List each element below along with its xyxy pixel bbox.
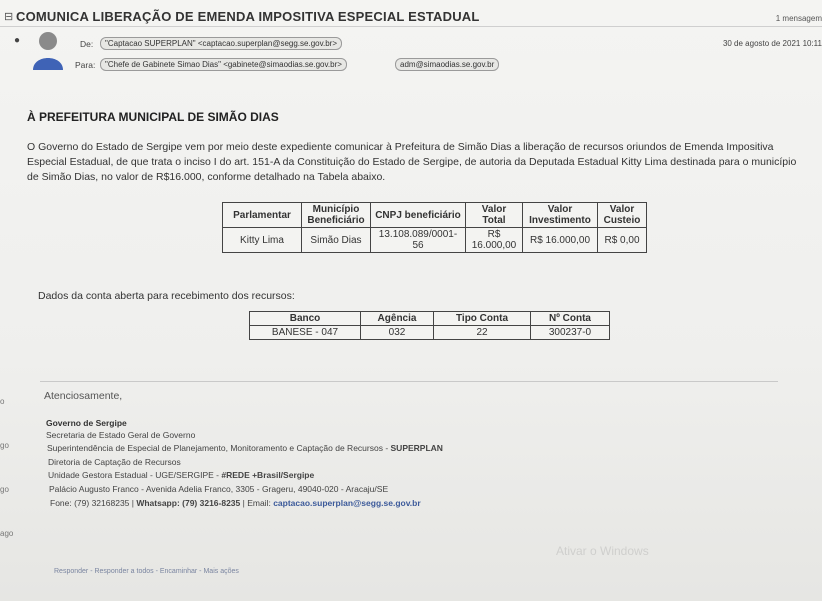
signature-text: Unidade Gestora Estadual - UGE/SERGIPE -	[48, 470, 222, 480]
table-cell: BANESE - 047	[250, 326, 361, 340]
table-header: Agência	[361, 312, 434, 326]
table-header: Tipo Conta	[434, 312, 531, 326]
email-date: 30 de agosto de 2021 10:11	[722, 39, 822, 48]
signature-line	[50, 498, 421, 508]
signature-org: Governo de Sergipe	[46, 418, 127, 428]
table-cell: Simão Dias	[302, 228, 371, 253]
reply-all-link[interactable]: Responder a todos	[94, 568, 154, 575]
signature-text: SUPERPLAN	[390, 443, 443, 453]
closing: Atenciosamente,	[44, 390, 123, 402]
signature-line	[47, 443, 443, 453]
left-gutter	[0, 380, 18, 601]
message-count: 1 mensagem	[775, 14, 822, 23]
signature-line	[48, 470, 314, 480]
signature-text: Whatsapp: (79) 3216-8235	[136, 498, 241, 508]
table-header: CNPJ beneficiário	[371, 203, 466, 228]
forward-link[interactable]: Encaminhar	[159, 568, 198, 575]
signature-text: Fone: (79) 32168235 |	[50, 498, 137, 508]
to-label: Para:	[75, 60, 96, 70]
gutter-text: ago	[0, 529, 14, 538]
table-header: Banco	[250, 312, 361, 326]
table-cell: 13.108.089/0001-56	[371, 228, 466, 253]
table-header: Parlamentar	[223, 203, 302, 228]
account-table	[249, 311, 610, 340]
table-cell: 300237-0	[531, 326, 610, 340]
signature-divider	[40, 381, 778, 382]
gutter-text: o	[0, 397, 5, 406]
signature-line: Palácio Augusto Franco - Avenida Adelia Franco, 3305 - Grageru, 49040-020 - Aracaju/SE	[49, 484, 389, 494]
footer-actions: Responder - Responder a todos - Encaminhar - Mais ações	[54, 568, 239, 575]
table-header: Valor Investimento	[523, 203, 598, 228]
table-cell: 032	[361, 326, 434, 340]
table-header: Valor Total	[466, 203, 523, 228]
email-link[interactable]: captacao.superplan@segg.se.gov.br	[273, 498, 421, 508]
table-cell: 22	[434, 326, 531, 340]
signature-text: | Email:	[240, 498, 274, 508]
gutter-text: go	[0, 441, 9, 450]
gutter-text: go	[0, 485, 9, 494]
table-header: Valor Custeio	[598, 203, 647, 228]
table-cell: R$ 16.000,00	[523, 228, 598, 253]
signature-line: Secretaria de Estado Geral de Governo	[46, 430, 196, 440]
reply-link[interactable]: Responder	[54, 568, 89, 575]
letter-paragraph: O Governo do Estado de Sergipe vem por meio deste expediente comunicar à Prefeitura de Simão Dias a liberação de recursos oriundos de Emenda Impositiva Especial Estadual, de que trata o inciso I do art. 151-A da Constituição do Estado de Sergipe, de autoria da Deputada Estadual Kitty Lima destinada para o município de Simão Dias, no valor de R$16.000, conforme detalhado na Tabela abaixo.	[27, 141, 797, 183]
table-row	[223, 228, 647, 253]
more-actions-link[interactable]: Mais ações	[203, 568, 239, 575]
signature-text: #REDE +Brasil/Sergipe	[221, 470, 315, 480]
table-cell: Kitty Lima	[223, 228, 302, 253]
windows-watermark: Ativar o Windows	[556, 544, 649, 558]
avatar	[30, 30, 66, 70]
signature-line: Diretoria de Captação de Recursos	[48, 457, 181, 467]
table-header: Município Beneficiário	[302, 203, 371, 228]
emenda-table	[222, 202, 647, 253]
recipient-chip[interactable]: adm@simaodias.se.gov.br	[395, 58, 499, 71]
table-cell: R$ 16.000,00	[466, 228, 523, 253]
email-subject: COMUNICA LIBERAÇÃO DE EMENDA IMPOSITIVA ESPECIAL ESTADUAL	[16, 9, 480, 24]
collapse-icon[interactable]: ⊟	[4, 11, 14, 23]
signature-text: Superintendência de Especial de Planejamento, Monitoramento e Captação de Recursos -	[47, 443, 391, 453]
table-row	[250, 326, 610, 340]
recipient-chip[interactable]: "Chefe de Gabinete Simao Dias" <gabinete@simaodias.se.gov.br>	[100, 58, 347, 71]
account-data-label: Dados da conta aberta para recebimento dos recursos:	[38, 290, 295, 302]
subject-bar	[0, 6, 822, 27]
message-bullet-icon: ●	[14, 35, 21, 46]
table-header: Nº Conta	[531, 312, 610, 326]
sender-chip[interactable]: "Captacao SUPERPLAN" <captacao.superplan@segg.se.gov.br>	[100, 37, 342, 50]
letter-heading: À PREFEITURA MUNICIPAL DE SIMÃO DIAS	[27, 110, 279, 124]
from-label: De:	[80, 39, 94, 49]
table-cell: R$ 0,00	[598, 228, 647, 253]
